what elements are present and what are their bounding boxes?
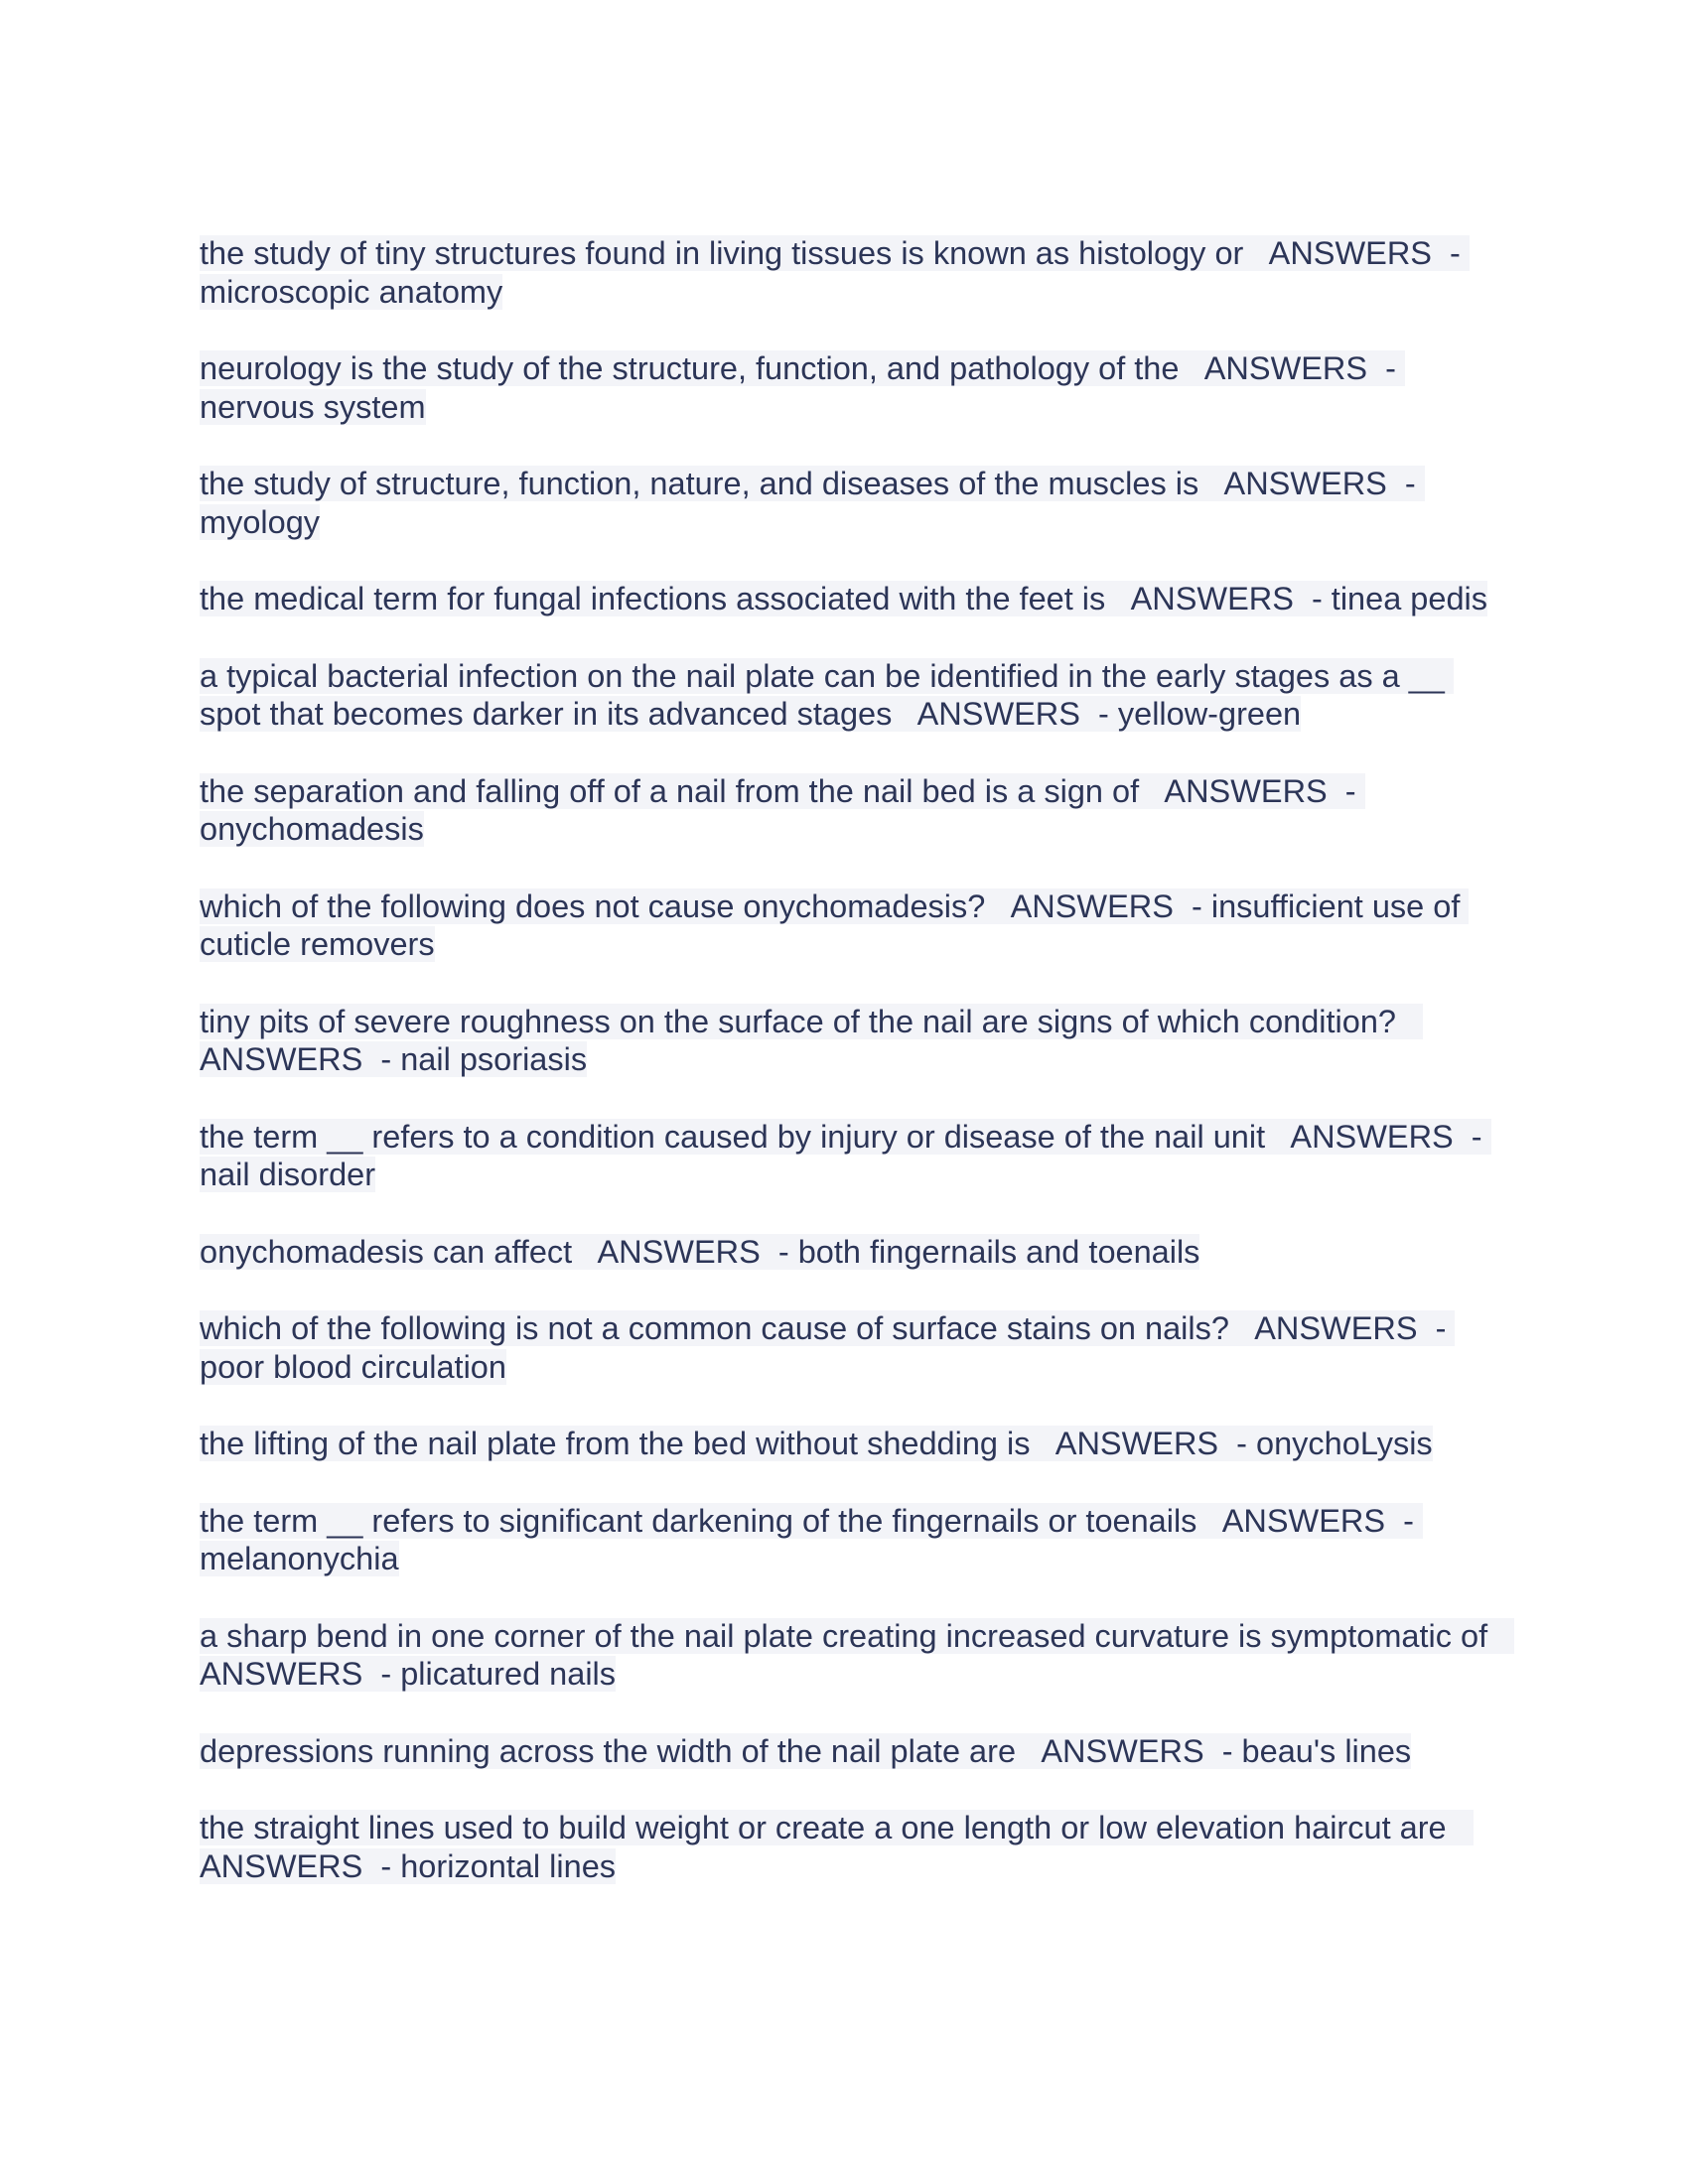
qa-text: the straight lines used to build weight or create a one length or low elevation haircut are ANSWERS - horizontal lines <box>200 1810 1474 1884</box>
qa-text: the medical term for fungal infections associated with the feet is ANSWERS - tinea pedis <box>200 581 1488 616</box>
qa-text: the separation and falling off of a nail from the nail bed is a sign of ANSWERS - onychomadesis <box>200 772 1365 847</box>
qa-list <box>200 234 1515 1924</box>
qa-item <box>200 1309 1500 1386</box>
qa-text: depressions running across the width of the nail plate are ANSWERS - beau's lines <box>200 1732 1412 1769</box>
qa-item <box>200 1003 1500 1079</box>
qa-text: which of the following is not a common cause of surface stains on nails? ANSWERS - poor blood circulation <box>200 1310 1456 1385</box>
qa-item <box>200 1617 1515 1694</box>
qa-text: the term __ refers to significant darkening of the fingernails or toenails ANSWERS - melanonychia <box>200 1502 1423 1576</box>
qa-item <box>200 1809 1500 1885</box>
qa-item <box>200 1502 1500 1578</box>
qa-text: neurology is the study of the structure, function, and pathology of the ANSWERS - nervous system <box>200 350 1405 425</box>
qa-item <box>200 580 1500 618</box>
qa-text: a typical bacterial infection on the nail plate can be identified in the early stages as a __ spot that becomes darker in its advanced stages ANSWERS - yellow-green <box>200 657 1454 732</box>
qa-text: tiny pits of severe roughness on the surface of the nail are signs of which condition? ANSWERS - nail psoriasis <box>200 1003 1424 1077</box>
qa-text: which of the following does not cause onychomadesis? ANSWERS - insufficient use of cuticle removers <box>200 887 1470 962</box>
qa-item <box>200 1425 1500 1463</box>
qa-text: the study of structure, function, nature, and diseases of the muscles is ANSWERS - myology <box>200 466 1425 540</box>
qa-text: the lifting of the nail plate from the bed without shedding is ANSWERS - onychoLysis <box>200 1426 1433 1461</box>
qa-item <box>200 772 1500 849</box>
qa-item <box>200 349 1500 426</box>
qa-text: the study of tiny structures found in living tissues is known as histology or ANSWERS - microscopic anatomy <box>200 235 1470 310</box>
qa-text: onychomadesis can affect ANSWERS - both fingernails and toenails <box>200 1233 1200 1270</box>
qa-text: a sharp bend in one corner of the nail plate creating increased curvature is symptomatic of ANSWERS - plicatured nails <box>200 1617 1515 1692</box>
qa-item <box>200 1233 1500 1272</box>
qa-item <box>200 234 1500 311</box>
qa-item <box>200 887 1500 964</box>
qa-item <box>200 465 1500 541</box>
qa-item <box>200 1732 1500 1771</box>
qa-item <box>200 657 1500 734</box>
qa-item <box>200 1118 1500 1194</box>
qa-text: the term __ refers to a condition caused by injury or disease of the nail unit ANSWERS - nail disorder <box>200 1118 1491 1192</box>
